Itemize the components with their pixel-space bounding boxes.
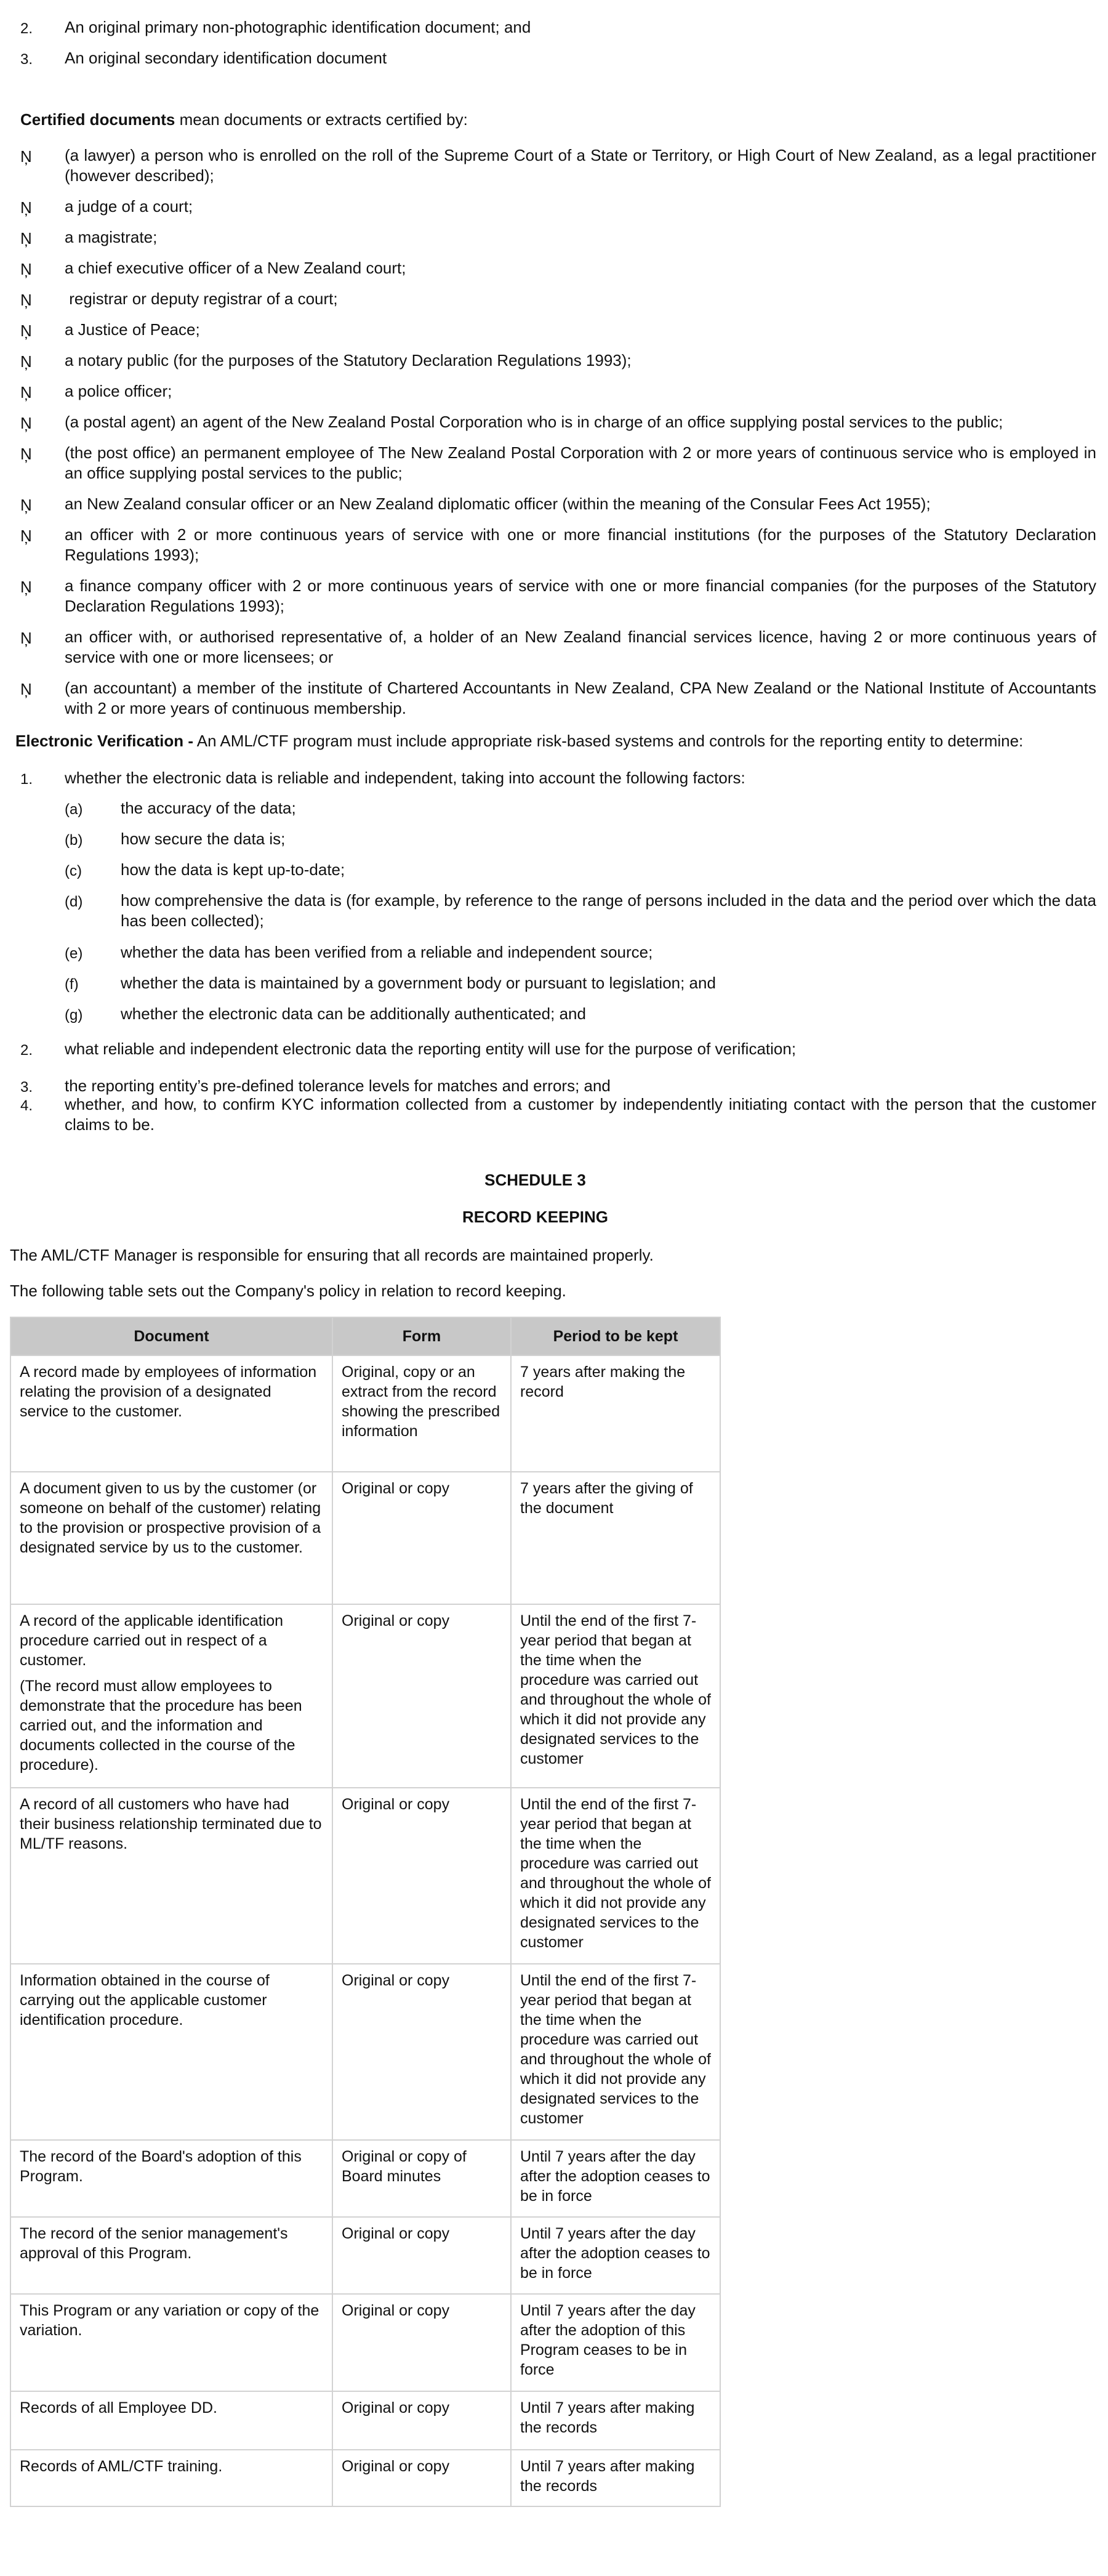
cell-period: 7 years after making the record	[511, 1355, 720, 1472]
list-number: 2.	[20, 1042, 33, 1059]
cell-document-text: Records of AML/CTF training.	[20, 2458, 223, 2475]
cell-form: Original or copy	[332, 2217, 511, 2294]
bullet-icon: Ņ	[20, 229, 32, 248]
list-item: An original secondary identification document	[65, 49, 387, 67]
cell-period: Until 7 years after making the records	[511, 2391, 720, 2450]
schedule-subtitle: RECORD KEEPING	[462, 1208, 608, 1226]
record-keeping-table	[10, 1317, 721, 2507]
certified-item: (a postal agent) an agent of the New Zealand Postal Corporation who is in charge of an office supplying postal services to the public;	[65, 413, 1003, 431]
factor-label: (g)	[65, 1007, 83, 1024]
electronic-intro-text: An AML/CTF program must include appropriate risk-based systems and controls for the reporting entity to determine:	[196, 732, 1024, 750]
factor-label: (a)	[65, 801, 83, 818]
list-number: 4.	[20, 1097, 33, 1114]
certified-item: a notary public (for the purposes of the Statutory Declaration Regulations 1993);	[65, 351, 632, 369]
factor-label: (d)	[65, 894, 83, 910]
cell-form: Original or copy	[332, 1472, 511, 1604]
bullet-icon: Ņ	[20, 629, 32, 647]
bullet-icon: Ņ	[20, 445, 32, 463]
table-header-row	[10, 1317, 720, 1355]
list-item: whether the electronic data is reliable and independent, taking into account the following factors:	[65, 769, 745, 787]
bullet-icon: Ņ	[20, 260, 32, 278]
cell-form: Original or copy	[332, 1788, 511, 1964]
factor-label: (c)	[65, 863, 82, 879]
factor-label: (b)	[65, 832, 83, 849]
cell-document	[10, 2391, 332, 2450]
cell-document	[10, 2217, 332, 2294]
bullet-icon: Ņ	[20, 680, 32, 698]
cell-period: Until 7 years after the day after the adoption ceases to be in force	[511, 2217, 720, 2294]
list-item: what reliable and independent electronic data the reporting entity will use for the purpose of verification;	[65, 1040, 797, 1058]
certified-item: an New Zealand consular officer or an New Zealand diplomatic officer (within the meaning of the Consular Fees Act 1955);	[65, 495, 931, 513]
factor-label: (e)	[65, 945, 83, 962]
table-row	[10, 1604, 720, 1788]
certified-item: (the post office) an permanent employee of The New Zealand Postal Corporation with 2 or more years of continuous service who is employed in an office supplying postal services to the public;	[65, 443, 1096, 482]
table-row	[10, 1788, 720, 1964]
factor-item: how the data is kept up-to-date;	[121, 860, 345, 879]
factor-label: (f)	[65, 976, 79, 993]
electronic-intro	[15, 731, 1096, 751]
cell-period: Until 7 years after the day after the adoption ceases to be in force	[511, 2140, 720, 2217]
bullet-icon: Ņ	[20, 496, 32, 514]
bullet-icon: Ņ	[20, 198, 32, 217]
list-number: 3.	[20, 1079, 33, 1096]
cell-document-note: (The record must allow employees to demonstrate that the procedure has been carried out, and the information and documents collected in the course of the procedure).	[20, 1678, 302, 1774]
column-header-document: Document	[10, 1317, 332, 1355]
electronic-heading: Electronic Verification -	[15, 732, 193, 750]
cell-document-text: A record of all customers who have had their business relationship terminated due to ML/TF reasons.	[20, 1796, 322, 1852]
cell-document	[10, 1472, 332, 1604]
cell-form: Original or copy of Board minutes	[332, 2140, 511, 2217]
certified-intro-text: mean documents or extracts certified by:	[179, 110, 468, 129]
cell-document-text: The record of the senior management's approval of this Program.	[20, 2225, 288, 2262]
table-row	[10, 2294, 720, 2391]
cell-document-text: A document given to us by the customer (or someone on behalf of the customer) relating to the provision or prospective provision of a designated service by us to the customer.	[20, 1480, 321, 1556]
certified-item: (an accountant) a member of the institute of Chartered Accountants in New Zealand, CPA New Zealand or the National Institute of Accountants with 2 or more years of continuous membership.	[65, 679, 1096, 717]
cell-period: Until the end of the first 7-year period that began at the time when the procedure was carried out and throughout the whole of which it did not provide any designated services to the customer	[511, 1604, 720, 1788]
certified-item: an officer with 2 or more continuous years of service with one or more financial institutions (for the purposes of the Statutory Declaration Regulations 1993);	[65, 525, 1096, 564]
certified-item: an officer with, or authorised representative of, a holder of an New Zealand financial services licence, having 2 or more continuous years of service with one or more licensees; or	[65, 628, 1096, 666]
list-item: An original primary non-photographic identification document; and	[65, 18, 531, 36]
table-row	[10, 2217, 720, 2294]
certified-item: a Justice of Peace;	[65, 320, 200, 339]
table-row	[10, 1964, 720, 2140]
table-row	[10, 2140, 720, 2217]
cell-document-text: This Program or any variation or copy of the variation.	[20, 2302, 319, 2339]
cell-form: Original or copy	[332, 2294, 511, 2391]
list-number: 1.	[20, 771, 33, 788]
factor-item: how secure the data is;	[121, 830, 286, 848]
certified-item: a magistrate;	[65, 228, 158, 246]
cell-document-text: Records of all Employee DD.	[20, 2399, 217, 2417]
column-header-period: Period to be kept	[511, 1317, 720, 1355]
table-row	[10, 1472, 720, 1604]
table-row	[10, 1355, 720, 1472]
cell-document	[10, 2294, 332, 2391]
certified-item: a judge of a court;	[65, 197, 193, 216]
schedule-paragraph: The AML/CTF Manager is responsible for ensuring that all records are maintained properly.	[10, 1246, 654, 1264]
bullet-icon: Ņ	[20, 527, 32, 545]
cell-document	[10, 1355, 332, 1472]
cell-document	[10, 2450, 332, 2506]
bullet-icon: Ņ	[20, 352, 32, 371]
certified-item: a police officer;	[65, 382, 172, 400]
certified-item: (a lawyer) a person who is enrolled on the roll of the Supreme Court of a State or Territory, or High Court of New Zealand, as a legal practitioner (however described);	[65, 146, 1096, 185]
bullet-icon: Ņ	[20, 578, 32, 596]
cell-form: Original, copy or an extract from the record showing the prescribed information	[332, 1355, 511, 1472]
cell-document	[10, 1964, 332, 2140]
certified-heading: Certified documents	[20, 110, 175, 129]
schedule-paragraph: The following table sets out the Company's policy in relation to record keeping.	[10, 1282, 566, 1300]
cell-form: Original or copy	[332, 1964, 511, 2140]
cell-document-text: The record of the Board's adoption of this Program.	[20, 2148, 302, 2185]
list-number: 2.	[20, 20, 33, 37]
cell-document	[10, 1788, 332, 1964]
schedule-title: SCHEDULE 3	[484, 1171, 586, 1189]
certified-intro	[20, 110, 468, 130]
bullet-icon: Ņ	[20, 291, 32, 309]
certified-item: a chief executive officer of a New Zealand court;	[65, 259, 406, 277]
list-item: the reporting entity’s pre-defined tolerance levels for matches and errors; and	[65, 1076, 611, 1095]
cell-period: Until 7 years after the day after the adoption of this Program ceases to be in force	[511, 2294, 720, 2391]
cell-period: Until the end of the first 7-year period that began at the time when the procedure was carried out and throughout the whole of which it did not provide any designated services to the customer	[511, 1788, 720, 1964]
cell-period: Until the end of the first 7-year period that began at the time when the procedure was carried out and throughout the whole of which it did not provide any designated services to the customer	[511, 1964, 720, 2140]
certified-item: a finance company officer with 2 or more continuous years of service with one or more financial companies (for the purposes of the Statutory Declaration Regulations 1993);	[65, 576, 1096, 615]
bullet-icon: Ņ	[20, 147, 32, 166]
cell-form: Original or copy	[332, 2450, 511, 2506]
factor-item: how comprehensive the data is (for example, by reference to the range of persons included in the data and the period over which the data has been collected);	[121, 891, 1096, 930]
bullet-icon: Ņ	[20, 383, 32, 402]
cell-period: 7 years after the giving of the document	[511, 1472, 720, 1604]
cell-form: Original or copy	[332, 2391, 511, 2450]
list-item: whether, and how, to confirm KYC information collected from a customer by independently initiating contact with the person that the customer claims to be.	[65, 1095, 1096, 1134]
factor-item: the accuracy of the data;	[121, 799, 296, 817]
cell-document-text: A record of the applicable identification procedure carried out in respect of a customer.	[20, 1612, 284, 1669]
cell-period: Until 7 years after making the records	[511, 2450, 720, 2506]
list-number: 3.	[20, 51, 33, 68]
factor-item: whether the data is maintained by a government body or pursuant to legislation; and	[121, 974, 716, 992]
cell-document-text: Information obtained in the course of carrying out the applicable customer identification procedure.	[20, 1972, 270, 2029]
table-row	[10, 2450, 720, 2506]
certified-item: registrar or deputy registrar of a court;	[65, 289, 338, 308]
bullet-icon: Ņ	[20, 321, 32, 340]
factor-item: whether the electronic data can be additionally authenticated; and	[121, 1004, 586, 1023]
cell-document	[10, 1604, 332, 1788]
cell-document-text: A record made by employees of information relating the provision of a designated service to the customer.	[20, 1363, 317, 1420]
cell-document	[10, 2140, 332, 2217]
bullet-icon: Ņ	[20, 414, 32, 432]
column-header-form: Form	[332, 1317, 511, 1355]
factor-item: whether the data has been verified from a reliable and independent source;	[121, 943, 653, 961]
cell-form: Original or copy	[332, 1604, 511, 1788]
table-row	[10, 2391, 720, 2450]
